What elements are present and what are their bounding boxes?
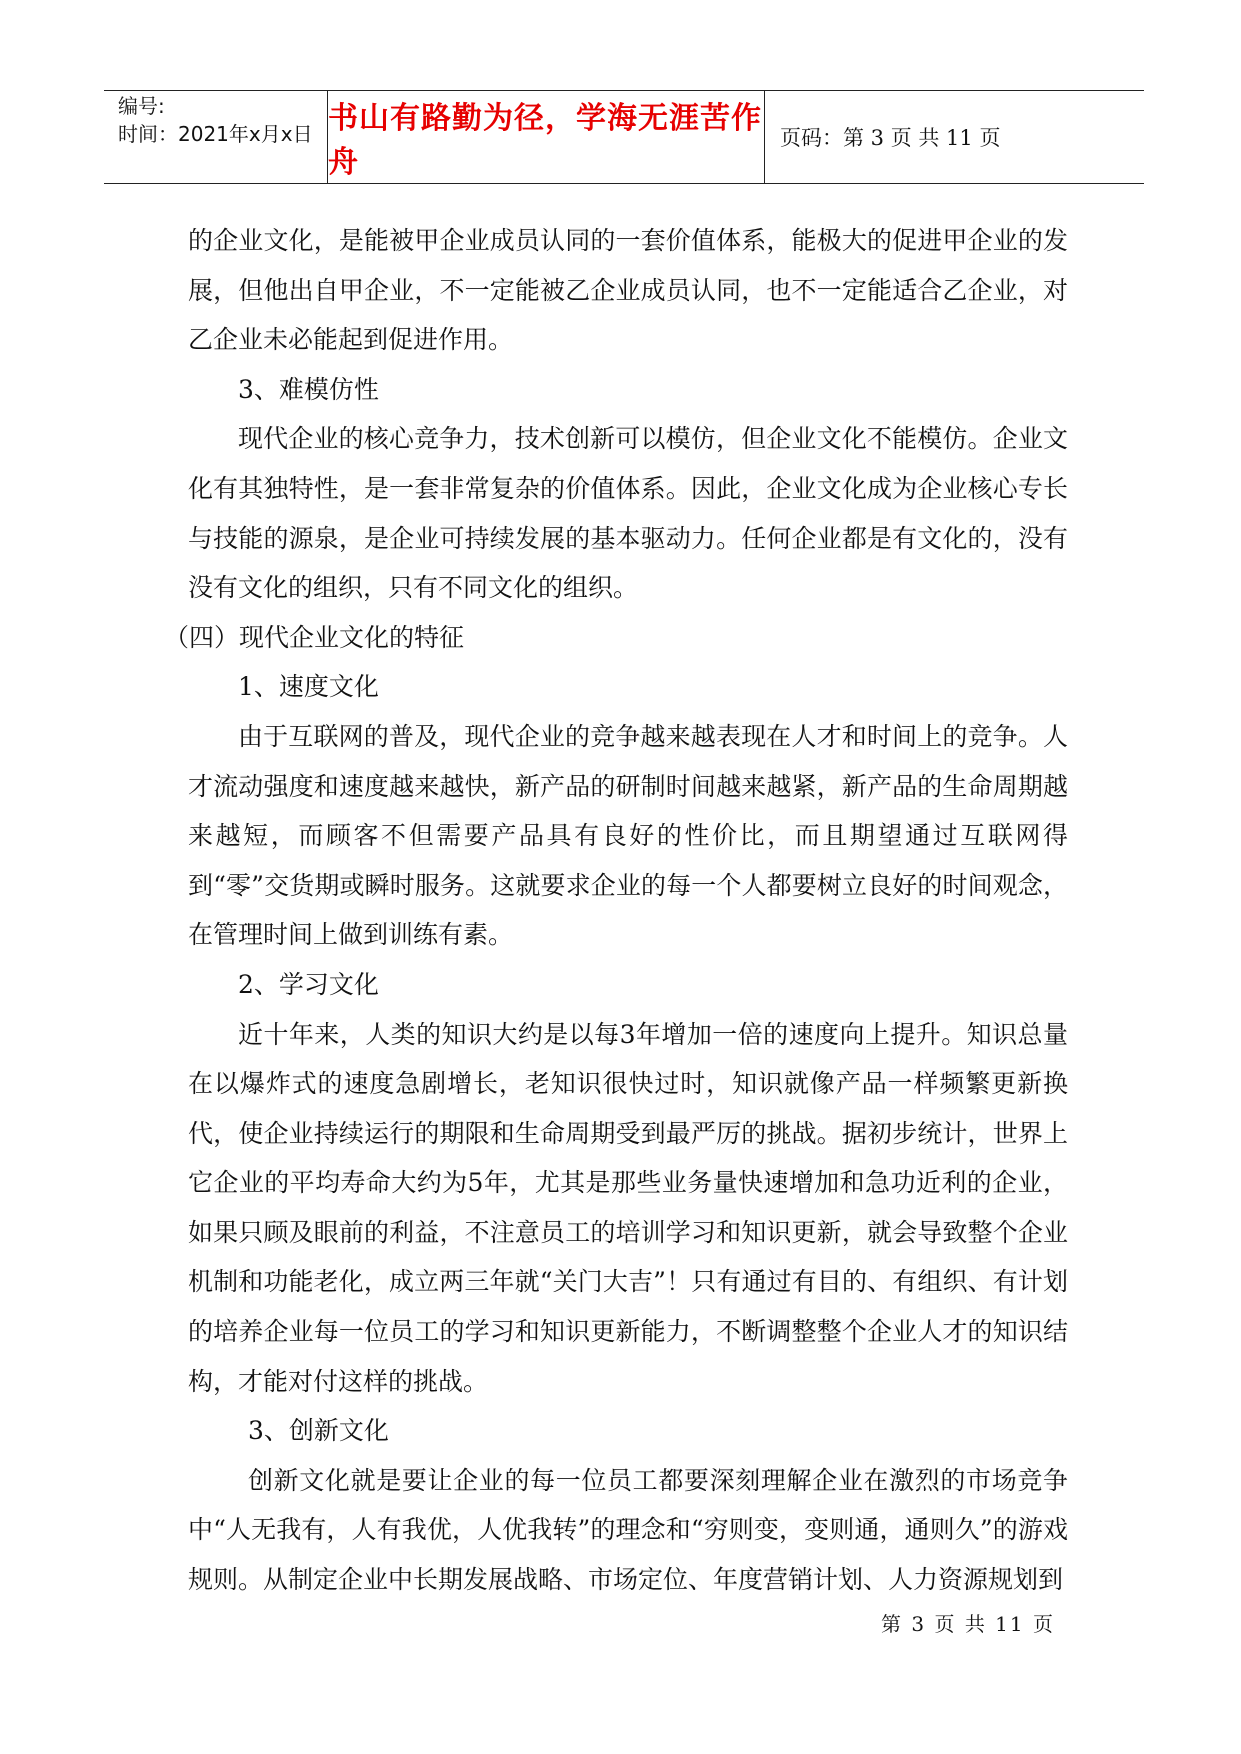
- header-motto: 书山有路勤为径，学海无涯苦作舟: [328, 101, 762, 180]
- page-footer: 第 3 页 共 11 页: [881, 1612, 1055, 1636]
- subheading-hard-to-imitate: 3、难模仿性: [238, 374, 379, 404]
- header-page-number: 页码：第 3 页 共 11 页: [780, 126, 1001, 150]
- paragraph-learning-culture: 近十年来，人类的知识大约是以每3年增加一倍的速度向上提升。知识总量在以爆炸式的速度急剧增长，老知识很快过时，知识就像产品一样频繁更新换代，使企业持续运行的期限和生命周期受到最严厉的挑战。据初步统计，世界上它企业的平均寿命大约为5年，尤其是那些业务量快速增加和急功近利的企业，如果只顾及眼前的利益，不注意员工的培训学习和知识更新，就会导致整个企业机制和功能老化，成立两三年就“关门大吉”！只有通过有目的、有组织、有计划的培养企业每一位员工的学习和知识更新能力，不断调整整个企业人才的知识结构，才能对付这样的挑战。: [188, 1019, 1068, 1396]
- page-header: [104, 90, 1144, 184]
- paragraph-continuation: 的企业文化，是能被甲企业成员认同的一套价值体系，能极大的促进甲企业的发展，但他出自甲企业，不一定能被乙企业成员认同，也不一定能适合乙企业，对乙企业未必能起到促进作用。: [188, 226, 1068, 355]
- header-divider-right: [764, 91, 765, 183]
- serial-number-label: 编号:: [118, 94, 165, 118]
- paragraph-speed-culture: 由于互联网的普及，现代企业的竞争越来越表现在人才和时间上的竞争。人才流动强度和速度越来越快，新产品的研制时间越来越紧，新产品的生命周期越来越短，而顾客不但需要产品具有良好的性价比，而且期望通过互联网得到“零”交货期或瞬时服务。这就要求企业的每一个人都要树立良好的时间观念，在管理时间上做到训练有素。: [188, 721, 1068, 950]
- subheading-speed-culture: 1、速度文化: [238, 672, 379, 702]
- subheading-learning-culture: 2、学习文化: [238, 969, 379, 999]
- subheading-innovation-culture: 3、创新文化: [248, 1416, 389, 1446]
- document-body: [164, 216, 1068, 1605]
- section-heading-features: （四）现代企业文化的特征: [164, 622, 465, 652]
- time-label: 时间：2021年x月x日: [118, 122, 313, 146]
- paragraph-innovation-culture: 创新文化就是要让企业的每一位员工都要深刻理解企业在激烈的市场竞争中“人无我有，人有我优，人优我转”的理念和“穷则变，变则通，通则久”的游戏规则。从制定企业中长期发展战略、市场定位、年度营销计划、人力资源规划到: [188, 1465, 1068, 1595]
- paragraph-imitation: 现代企业的核心竞争力，技术创新可以模仿，但企业文化不能模仿。企业文化有其独特性，是一套非常复杂的价值体系。因此，企业文化成为企业核心专长与技能的源泉，是企业可持续发展的基本驱动力。任何企业都是有文化的，没有没有文化的组织，只有不同文化的组织。: [188, 424, 1068, 603]
